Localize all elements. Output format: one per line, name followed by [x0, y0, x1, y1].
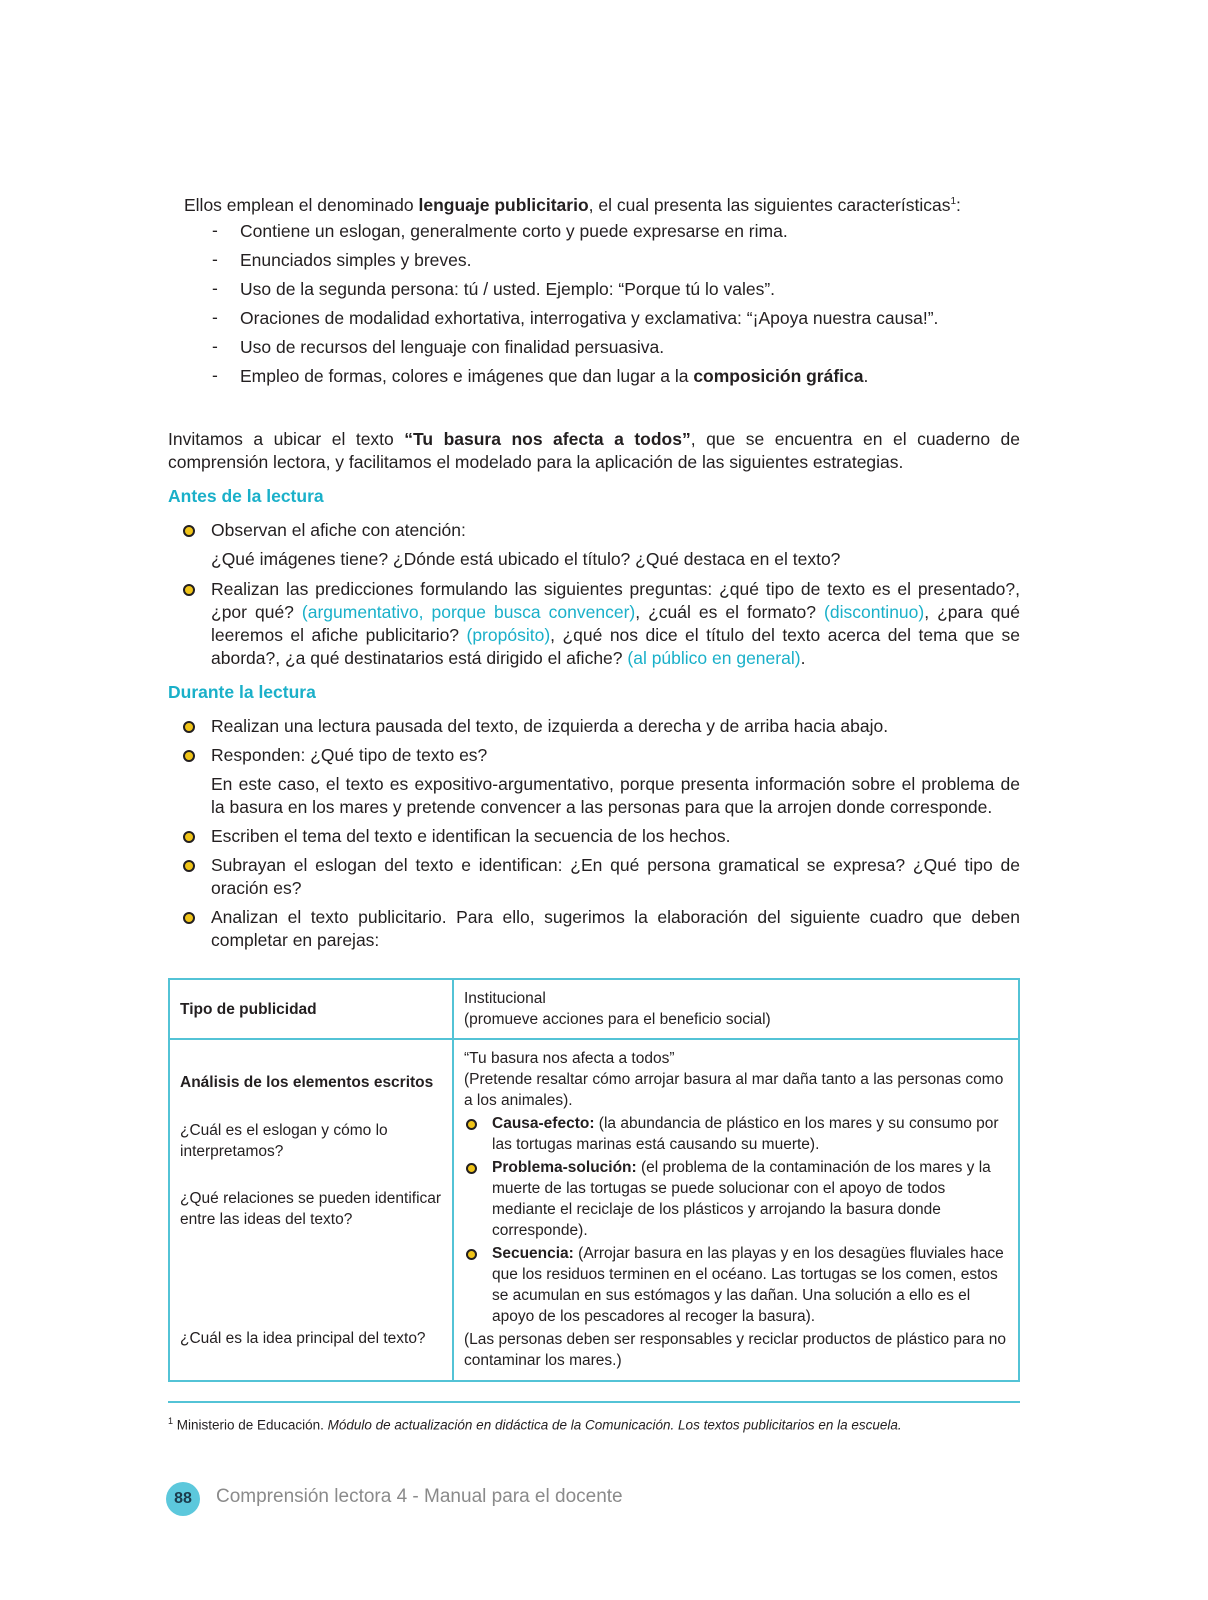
footnote-number: 1: [168, 1416, 174, 1426]
relation-item: [464, 1243, 1008, 1327]
footnote-title: Módulo de actualización en didáctica de la Comunicación. Los textos publicitarios en la escuela.: [327, 1417, 902, 1433]
table-row: [169, 1039, 1019, 1381]
footer-title: Comprensión lectora 4 - Manual para el docente: [216, 1486, 623, 1507]
bullet-icon: [466, 1119, 477, 1130]
feature-bold: composición gráfica: [693, 366, 864, 386]
dash-marker: -: [212, 307, 218, 327]
footnote-source: Ministerio de Educación.: [173, 1417, 328, 1433]
during-item-5: Analizan el texto publicitario. Para ello, sugerimos la elaboración del siguiente cuadro que deben completar en parejas:: [211, 907, 1020, 950]
dash-marker: -: [212, 336, 218, 356]
table-label: Tipo de publicidad: [180, 1000, 317, 1018]
before-text: , ¿cuál es el formato?: [635, 602, 825, 622]
before-item-1: Observan el afiche con atención:: [211, 520, 466, 540]
answer-text: (al público en general): [627, 648, 801, 668]
during-item-2-sub: En este caso, el texto es expositivo-argumentativo, porque presenta información sobre el problema de la basura en los mares y pretende convencer a las personas para que la arrojen donde corresponde.: [211, 774, 1020, 817]
footnote: [168, 1416, 902, 1433]
during-item-3: Escriben el tema del texto e identifican la secuencia de los hechos.: [211, 826, 731, 846]
bullet-icon: [183, 584, 195, 596]
feature-item: Uso de la segunda persona: tú / usted. Ejemplo: “Porque tú lo vales”.: [240, 279, 776, 299]
dash-marker: -: [212, 365, 218, 385]
intro-bold: lenguaje publicitario: [418, 194, 589, 215]
page-number: 88: [166, 1482, 200, 1516]
dash-marker: -: [212, 278, 218, 298]
answer-text: (discontinuo): [824, 602, 925, 622]
before-text: , ¿para qué leeremos el afiche publicitario?: [211, 602, 1020, 645]
feature-item: Contiene un eslogan, generalmente corto y puede expresarse en rima.: [240, 221, 788, 241]
footnote-ref: 1: [950, 196, 957, 207]
heading-during: Durante la lectura: [168, 682, 316, 702]
relation-text: (Arrojar basura en las playas y en los desagües fluviales hace que los residuos terminen en el océano. Las tortugas se los comen, estos se acumulan en sus estómagos y las dañan. Una solución a ello es el apoyo de los pescadores al recoger la basura).: [492, 1245, 1004, 1325]
footnote-divider: [168, 1401, 1020, 1403]
relation-type: Causa-efecto:: [492, 1115, 595, 1132]
bullet-icon: [466, 1249, 477, 1260]
heading-before: Antes de la lectura: [168, 486, 324, 506]
table-label-cell: [169, 1039, 453, 1381]
invite-paragraph: [168, 428, 1020, 474]
invite-text-2: , que se encuentra en el cuaderno de comprensión lectora, y facilitamos el modelado para la aplicación de las siguientes estrategias.: [168, 429, 1020, 472]
intro-paragraph: [184, 190, 961, 217]
before-text: Realizan las predicciones formulando las siguientes preguntas: ¿qué tipo de texto es el presentado?, ¿por qué?: [211, 579, 1020, 622]
relation-item: [464, 1113, 1008, 1155]
dash-marker: -: [212, 249, 218, 269]
invite-title: “Tu basura nos afecta a todos”: [404, 429, 691, 449]
answer-text: (propósito): [466, 625, 551, 645]
before-item-1-sub: ¿Qué imágenes tiene? ¿Dónde está ubicado el título? ¿Qué destaca en el texto?: [211, 549, 841, 569]
table-row: [169, 979, 1019, 1039]
question-relations: ¿Qué relaciones se pueden identificar entre las ideas del texto?: [180, 1190, 442, 1228]
relation-item: [464, 1157, 1008, 1241]
before-text: , ¿qué nos dice el título del texto acerca del tema que se aborda?, ¿a qué destinatarios está dirigido el afiche?: [211, 625, 1020, 668]
table-label: Análisis de los elementos escritos: [180, 1074, 434, 1091]
before-item-2: [211, 578, 1020, 670]
table-value-cell: [453, 1039, 1019, 1381]
slogan-note: (Pretende resaltar cómo arrojar basura al mar daña tanto a las personas como a los animales).: [464, 1071, 1004, 1109]
during-item-2: Responden: ¿Qué tipo de texto es?: [211, 745, 488, 765]
bullet-icon: [183, 750, 195, 762]
intro-text-2: , el cual presenta las siguientes características: [588, 194, 951, 215]
intro-end: :: [956, 194, 961, 215]
invite-text: Invitamos a ubicar el texto: [168, 429, 405, 449]
publicity-type-note: (promueve acciones para el beneficio social): [464, 1011, 771, 1028]
table-label-cell: [169, 979, 453, 1039]
feature-item-last: [240, 365, 868, 388]
feature-item: Oraciones de modalidad exhortativa, interrogativa y exclamativa: “¡Apoya nuestra causa!”.: [240, 308, 939, 328]
bullet-icon: [183, 831, 195, 843]
feature-end: .: [863, 366, 869, 386]
relation-text: (el problema de la contaminación de los mares y la muerte de las tortugas se puede solucionar con el apoyo de todos mediante el reciclaje de los plásticos y arrojando la basura donde corresponde).: [492, 1159, 991, 1239]
analysis-table: [168, 978, 1020, 1382]
bullet-icon: [183, 525, 195, 537]
dash-marker: -: [212, 220, 218, 240]
relation-text: (la abundancia de plástico en los mares y su consumo por las tortugas marinas está causando su muerte).: [492, 1115, 999, 1153]
publicity-type: Institucional: [464, 990, 546, 1007]
feature-item: Enunciados simples y breves.: [240, 250, 472, 270]
relation-type: Secuencia:: [492, 1245, 574, 1262]
feature-text: Empleo de formas, colores e imágenes que dan lugar a la: [240, 366, 694, 386]
main-idea-text: (Las personas deben ser responsables y reciclar productos de plástico para no contaminar los mares.): [464, 1331, 1006, 1369]
intro-text: Ellos emplean el denominado: [184, 194, 419, 215]
bullet-icon: [183, 860, 195, 872]
question-main-idea: ¿Cuál es la idea principal del texto?: [180, 1330, 426, 1347]
during-item-4: Subrayan el eslogan del texto e identifican: ¿En qué persona gramatical se expresa? ¿Qué tipo de oración es?: [211, 855, 1020, 898]
slogan-text: “Tu basura nos afecta a todos”: [464, 1050, 675, 1067]
feature-item: Uso de recursos del lenguaje con finalidad persuasiva.: [240, 337, 665, 357]
bullet-icon: [466, 1163, 477, 1174]
before-text: .: [800, 648, 806, 668]
answer-text: (argumentativo, porque busca convencer): [301, 602, 636, 622]
bullet-icon: [183, 721, 195, 733]
relation-type: Problema-solución:: [492, 1159, 637, 1176]
table-value-cell: [453, 979, 1019, 1039]
question-slogan: ¿Cuál es el eslogan y cómo lo interpretamos?: [180, 1122, 388, 1160]
bullet-icon: [183, 912, 195, 924]
during-item-1: Realizan una lectura pausada del texto, de izquierda a derecha y de arriba hacia abajo.: [211, 716, 889, 736]
